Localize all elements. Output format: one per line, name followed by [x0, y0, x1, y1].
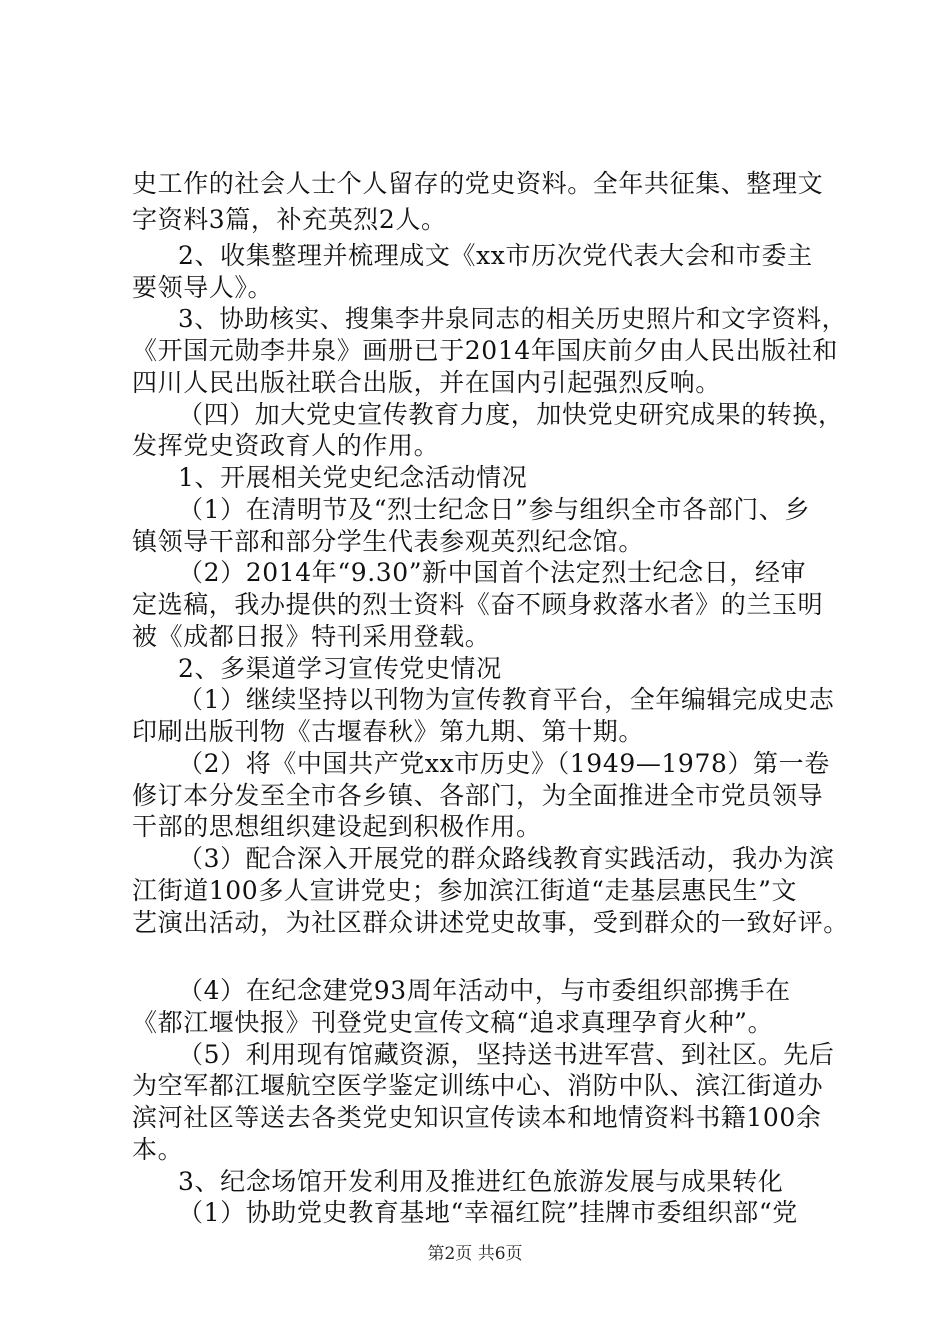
text-line: 要领导人》。 — [132, 273, 274, 302]
text-line: （4）在纪念建党93周年活动中，与市委组织部携手在 — [178, 976, 791, 1005]
text-line: （2）2014年“9.30”新中国首个法定烈士纪念日，经审 — [178, 558, 807, 587]
text-line: 3、协助核实、搜集李井泉同志的相关历史照片和文字资料， — [178, 304, 847, 333]
text-line: 被《成都日报》特刊采用登载。 — [132, 622, 491, 651]
text-line: 江街道100多人宣讲党史；参加滨江街道“走基层惠民生”文 — [132, 876, 798, 905]
text-line: 《开国元勋李井泉》画册已于2014年国庆前夕由人民出版社和 — [132, 336, 839, 365]
text-line: （1）继续坚持以刊物为宣传教育平台，全年编辑完成史志 — [178, 685, 835, 714]
text-line: 干部的思想组织建设起到积极作用。 — [132, 812, 542, 841]
subsection-heading: 3、纪念场馆开发利用及推进红色旅游发展与成果转化 — [178, 1167, 784, 1196]
text-line: （5）利用现有馆藏资源，坚持送书进军营、到社区。先后 — [178, 1040, 835, 1069]
subsection-heading: 2、多渠道学习宣传党史情况 — [178, 654, 502, 683]
text-line: 《都江堰快报》刊登党史宣传文稿“追求真理孕育火种”。 — [132, 1008, 774, 1037]
text-line: （2）将《中国共产党xx市历史》（1949—1978）第一卷 — [178, 749, 830, 778]
text-line: 滨河社区等送去各类党史知识宣传读本和地情资料书籍100余 — [132, 1103, 822, 1132]
page-number-footer: 第2页 共6页 — [427, 1244, 523, 1264]
subsection-heading: 1、开展相关党史纪念活动情况 — [178, 463, 528, 492]
text-line: 史工作的社会人士个人留存的党史资料。全年共征集、整理文 — [132, 169, 824, 198]
text-line: （3）配合深入开展党的群众路线教育实践活动，我办为滨 — [178, 844, 835, 873]
section-heading: （四）加大党史宣传教育力度，加快党史研究成果的转换， — [178, 400, 844, 429]
text-line: 发挥党史资政育人的作用。 — [132, 431, 440, 460]
text-line: 印刷出版刊物《古堰春秋》第九期、第十期。 — [132, 717, 645, 746]
text-line: （1）协助党史教育基地“幸福红院”挂牌市委组织部“党 — [178, 1198, 798, 1227]
text-line: 修订本分发至全市各乡镇、各部门，为全面推进全市党员领导 — [132, 781, 824, 810]
text-line: 镇领导干部和部分学生代表参观英烈纪念馆。 — [132, 527, 645, 556]
text-line: 本。 — [132, 1135, 184, 1164]
text-line: 四川人民出版社联合出版，并在国内引起强烈反响。 — [132, 368, 721, 397]
text-line: 2、收集整理并梳理成文《xx市历次党代表大会和市委主 — [178, 241, 813, 270]
text-line: 字资料3篇，补充英烈2人。 — [132, 205, 447, 234]
text-line: 定选稿，我办提供的烈士资料《奋不顾身救落水者》的兰玉明 — [132, 590, 824, 619]
text-line: 艺演出活动，为社区群众讲述党史故事，受到群众的一致好评。 — [132, 908, 849, 937]
text-line: （1）在清明节及“烈士纪念日”参与组织全市各部门、乡 — [178, 495, 811, 524]
text-line: 为空军都江堰航空医学鉴定训练中心、消防中队、滨江街道办 — [132, 1071, 824, 1100]
